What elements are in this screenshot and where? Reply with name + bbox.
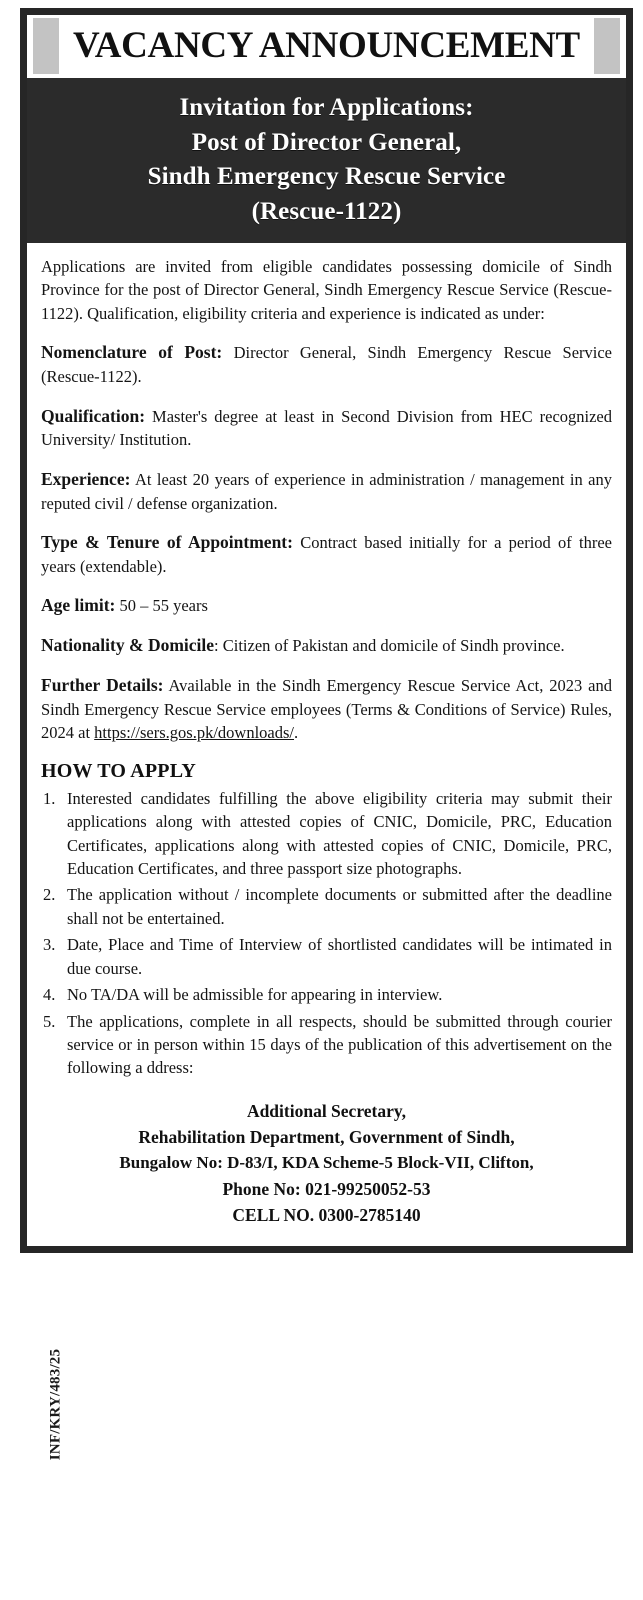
banner-line-2: Post of Director General, [191, 128, 462, 156]
list-item: Interested candidates fulfilling the above eligibility criteria may submit their applications along with attested copies of CNIC, Domicile, PRC, Education Certificates, applications along with attested copies of CNIC, Domicile, PRC, Education Certificates, and three passport size photographs. [67, 788, 612, 878]
accent-block-right [594, 18, 620, 74]
section-text: At least 20 years of experience in administration / management in any reputed civil / defense organization. [41, 469, 612, 513]
list-item: The applications, complete in all respects, should be submitted through courier service or in person within 15 days of the publication of this advertisement on the following a ddress: [67, 1011, 612, 1078]
section-text: Contract based initially for a period of three years (extendable). [41, 533, 612, 576]
banner-line-3: Sindh Emergency Rescue Service [147, 163, 506, 190]
downloads-link[interactable]: https://sers.gos.pk/downloads/ [94, 723, 295, 743]
section-label: Nationality & Domicile [41, 635, 215, 656]
address-line-designation: Additional Secretary, [246, 1100, 407, 1121]
section-label: Age limit: [41, 595, 116, 616]
address-line-street: Bungalow No: D-83/I, KDA Scheme-5 Block-VII, Clifton, [119, 1153, 534, 1173]
section-qualification [41, 404, 612, 452]
section-age-limit [41, 593, 612, 618]
how-to-apply-list [41, 787, 612, 1080]
section-label: Qualification: [41, 405, 146, 426]
banner-line-4: (Rescue-1122) [251, 197, 402, 225]
section-nomenclature [41, 340, 612, 388]
title-bar [27, 15, 626, 81]
section-type-tenure [41, 530, 612, 578]
contact-address-block [41, 1090, 612, 1239]
section-text: Master's degree at least in Second Division from HEC recognized University/ Institution. [41, 406, 612, 450]
section-label: Experience: [41, 468, 131, 489]
section-experience [41, 467, 612, 515]
list-item: No TA/DA will be admissible for appearing in interview. [67, 985, 443, 1005]
invitation-banner [27, 81, 626, 243]
section-text: Director General, Sindh Emergency Rescue Service (Rescue-1122). [41, 343, 612, 387]
section-label: Nomenclature of Post: [41, 342, 223, 363]
section-text-tail: . [294, 723, 299, 743]
section-label: Further Details: [41, 675, 164, 696]
address-line-phone: Phone No: 021-99250052-53 [222, 1178, 431, 1199]
intro-paragraph: Applications are invited from eligible candidates possessing domicile of Sindh Province for the post of Director General, Sindh Emergency Rescue Service (Rescue-1122). Qualification, eligibility criteria and experience is indicated as under: [41, 257, 612, 323]
how-to-apply-heading: HOW TO APPLY [41, 759, 197, 782]
section-text: Available in the Sindh Emergency Rescue Service Act, 2023 and Sindh Emergency Rescue Service employees (Terms & Conditions of Service) Rules, 2024 at [41, 676, 612, 743]
section-label: Type & Tenure of Appointment: [41, 532, 293, 553]
list-item: The application without / incomplete documents or submitted after the deadline shall not be entertained. [67, 885, 612, 928]
section-nationality-domicile [41, 633, 612, 658]
body-content [27, 243, 626, 1246]
list-item: Date, Place and Time of Interview of shortlisted candidates will be intimated in due course. [67, 935, 612, 978]
section-further-details [41, 673, 612, 745]
reference-code: INF/KRY/483/25 [47, 1348, 64, 1461]
address-line-cell: CELL NO. 0300-2785140 [232, 1205, 421, 1226]
page-title: VACANCY ANNOUNCEMENT [73, 25, 580, 67]
section-text: : Citizen of Pakistan and domicile of Sindh province. [214, 636, 565, 656]
section-text: 50 – 55 years [115, 596, 208, 616]
banner-line-1: Invitation for Applications: [179, 94, 474, 121]
advertisement-frame [20, 8, 633, 1253]
address-line-department: Rehabilitation Department, Government of Sindh, [138, 1127, 515, 1148]
accent-block-left [33, 18, 59, 74]
